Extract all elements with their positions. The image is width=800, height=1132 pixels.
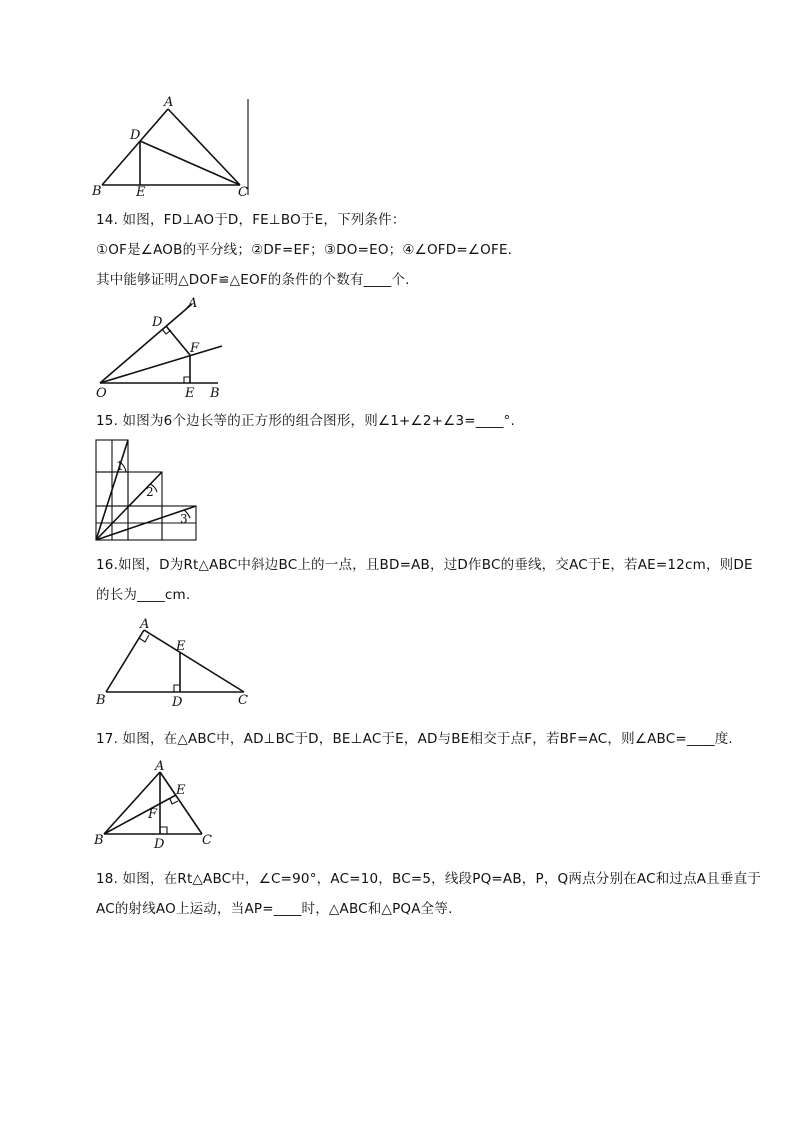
question-14-line-2: ①OF是∠AOB的平分线；②DF=EF；③DO=EO；④∠OFD=∠OFE. (96, 242, 513, 258)
label-d: D (154, 837, 165, 852)
angle-3-label: 3 (180, 512, 188, 526)
label-d: D (152, 315, 163, 330)
question-16-line-1: 16.如图，D为Rt△ABC中斜边BC上的一点，且BD=AB，过D作BC的垂线，交AC于E，若AE=12cm，则DE (96, 557, 753, 573)
label-c: C (238, 693, 248, 708)
figure-q15 (94, 438, 200, 544)
question-18-line-2: AC的射线AO上运动，当AP=____时，△ABC和△PQA全等. (96, 901, 453, 917)
figure-q13 (90, 95, 260, 200)
question-16-line-2: 的长为____cm. (96, 587, 191, 603)
label-c: C (238, 185, 248, 200)
question-14-line-3: 其中能够证明△DOF≌△EOF的条件的个数有____个. (96, 272, 410, 288)
label-a: A (164, 95, 174, 110)
question-17-line-1: 17. 如图，在△ABC中，AD⊥BC于D，BE⊥AC于E，AD与BE相交于点F，若BF=AC，则∠ABC=____度. (96, 731, 733, 747)
figure-q17 (92, 758, 228, 850)
label-e: E (185, 386, 195, 401)
label-b: B (210, 386, 220, 401)
label-f: F (190, 341, 200, 356)
label-e: E (176, 639, 186, 654)
label-o: O (96, 386, 107, 401)
label-a: A (188, 296, 198, 311)
label-a: A (140, 617, 150, 632)
label-d: D (172, 695, 183, 710)
question-18-line-1: 18. 如图，在Rt△ABC中，∠C=90°，AC=10，BC=5，线段PQ=AB，P，Q两点分别在AC和过点A且垂直于 (96, 871, 762, 887)
label-e: E (136, 185, 146, 200)
label-d: D (130, 128, 141, 143)
label-b: B (96, 693, 106, 708)
label-e: E (176, 783, 186, 798)
angle-1-label: 1 (116, 459, 124, 473)
question-15-line-1: 15. 如图为6个边长等的正方形的组合图形，则∠1+∠2+∠3=____°. (96, 413, 515, 429)
figure-q14 (92, 296, 242, 400)
angle-2-label: 2 (146, 485, 154, 499)
label-a: A (155, 759, 165, 774)
question-14-line-1: 14. 如图，FD⊥AO于D，FE⊥BO于E，下列条件： (96, 212, 406, 228)
label-f: F (148, 807, 158, 822)
label-c: C (202, 833, 212, 848)
label-b: B (92, 184, 102, 199)
label-b: B (94, 833, 104, 848)
figure-q16 (94, 617, 254, 712)
